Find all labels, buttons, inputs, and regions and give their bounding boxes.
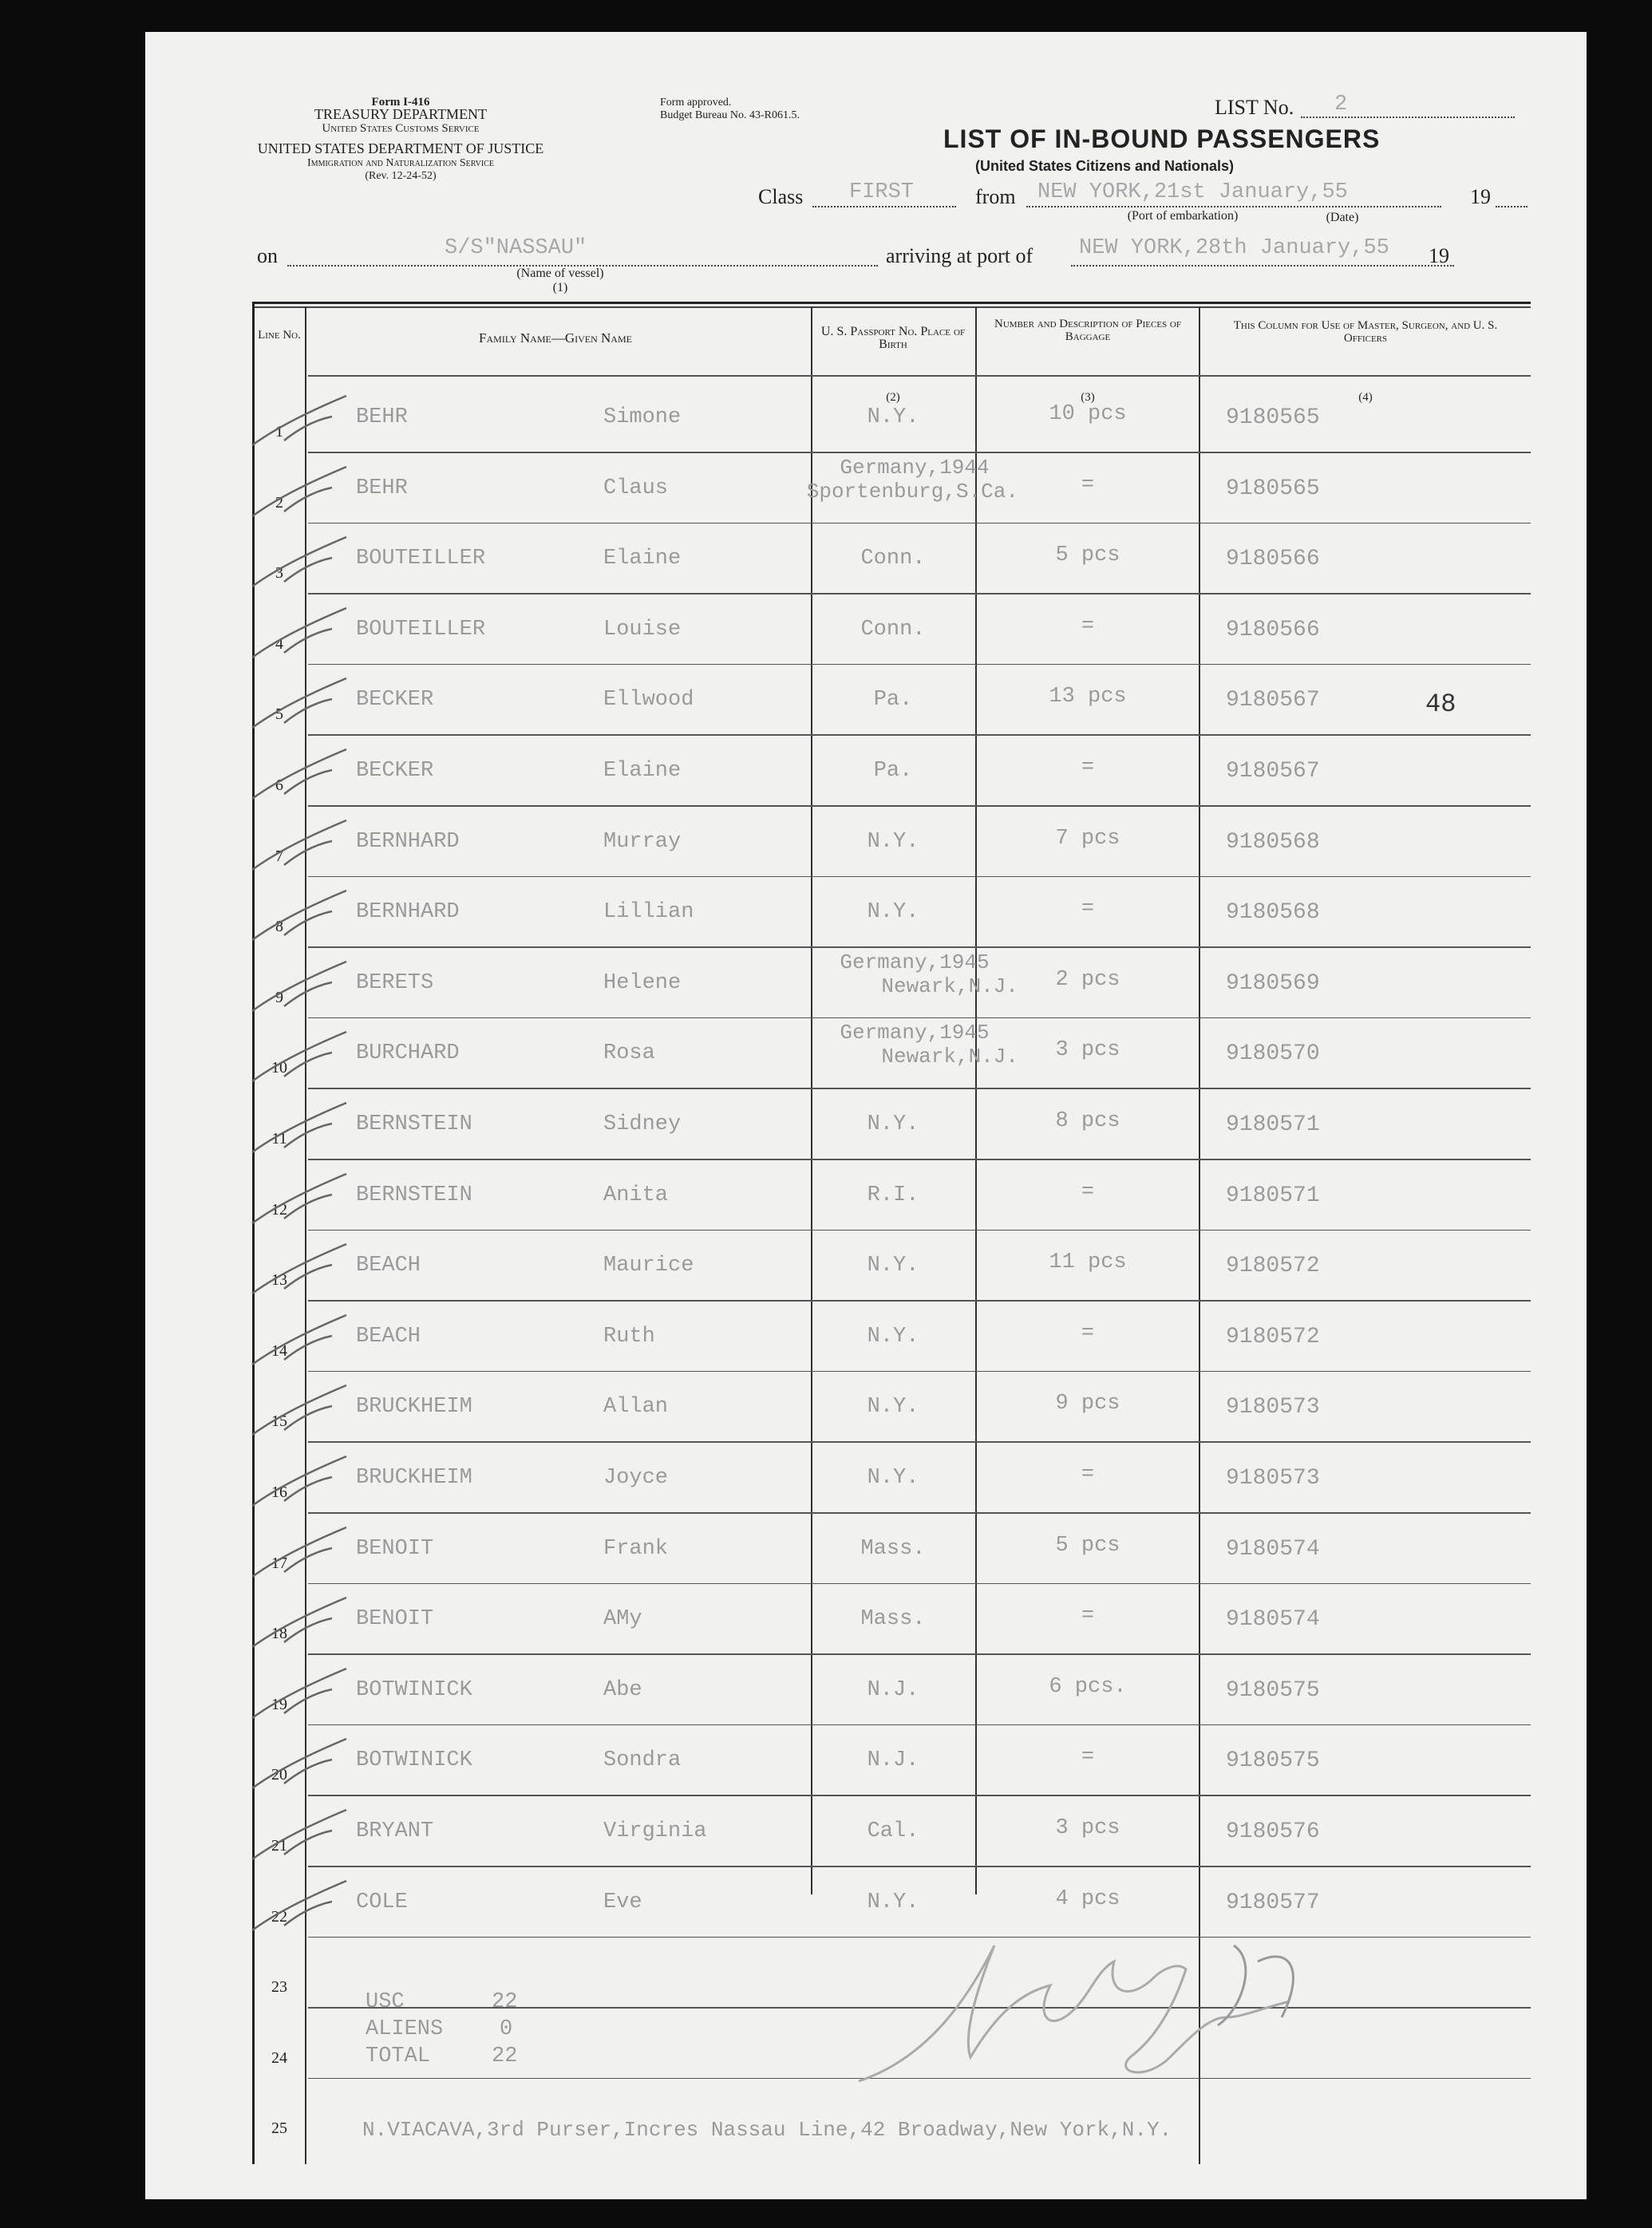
- document-title: LIST OF IN-BOUND PASSENGERS: [943, 124, 1381, 153]
- line-number: 2: [275, 493, 283, 512]
- arrival-year-prefix: 19: [1429, 244, 1449, 267]
- table-top-rule-thin: [252, 306, 1531, 308]
- header-officers-number: (4): [1358, 391, 1373, 404]
- officer-number: 9180571: [1226, 1183, 1320, 1208]
- row-rule: [308, 1724, 1531, 1726]
- line-number: 13: [271, 1271, 287, 1290]
- line-number: 6: [275, 776, 283, 794]
- row-rule: [308, 1441, 1531, 1443]
- revision-date: (Rev. 12-24-52): [365, 170, 437, 182]
- purser-info: N.VIACAVA,3rd Purser,Incres Nassau Line,42 Broadway,New York,N.Y.: [362, 2118, 1172, 2142]
- family-name: BECKER: [356, 759, 434, 783]
- check-mark: [252, 1669, 348, 1724]
- line-number: 5: [275, 705, 283, 724]
- header-baggage-number: (3): [1081, 391, 1095, 404]
- from-year-prefix: 19: [1470, 185, 1491, 208]
- check-mark: [252, 608, 348, 664]
- baggage: =: [1081, 1604, 1095, 1629]
- line-number: 21: [271, 1837, 287, 1855]
- justice-dept: UNITED STATES DEPARTMENT OF JUSTICE: [257, 140, 544, 156]
- row-rule: [308, 1017, 1531, 1019]
- header-officers: This Column for Use of Master, Surgeon, and U. S. Officers: [1233, 319, 1498, 345]
- family-name: BOTWINICK: [356, 1748, 472, 1773]
- birth-place: N.Y.: [867, 1324, 919, 1349]
- birth-place: N.Y.: [867, 1890, 919, 1914]
- officer-number: 9180574: [1226, 1536, 1320, 1562]
- baggage: 6 pcs.: [1049, 1674, 1127, 1699]
- row-rule: [308, 593, 1531, 595]
- budget-bureau: Budget Bureau No. 43-R061.5.: [660, 109, 800, 121]
- baggage: 10 pcs: [1049, 402, 1127, 426]
- check-mark: [252, 1315, 348, 1371]
- baggage: 2 pcs: [1055, 967, 1120, 992]
- line-number: 22: [271, 1907, 287, 1926]
- aliens-value: 0: [500, 2017, 513, 2041]
- given-name: Louise: [603, 617, 682, 642]
- line-number: 18: [271, 1625, 287, 1643]
- given-name: Elaine: [603, 759, 682, 783]
- check-mark: [252, 1385, 348, 1441]
- class-line: [812, 206, 956, 207]
- officer-number: 9180565: [1226, 476, 1320, 501]
- on-label: on: [257, 244, 278, 267]
- given-name: Murray: [603, 829, 682, 854]
- check-mark: [252, 820, 348, 876]
- check-mark: [252, 1598, 348, 1653]
- birth-place: Cal.: [867, 1819, 919, 1843]
- officer-number: 9180569: [1226, 970, 1320, 996]
- row-rule: [308, 1583, 1531, 1585]
- row-rule: [308, 734, 1531, 736]
- given-name: Eve: [603, 1890, 642, 1914]
- family-name: COLE: [356, 1890, 408, 1914]
- row-rule: [308, 1088, 1531, 1089]
- officer-number: 9180573: [1226, 1395, 1320, 1420]
- baggage: 13 pcs: [1049, 685, 1127, 709]
- check-mark: [252, 1739, 348, 1795]
- form-approved: Form approved.: [660, 97, 732, 109]
- total-label: TOTAL: [366, 2044, 431, 2068]
- passenger-table: [252, 302, 1531, 2164]
- arriving-label: arriving at port of: [886, 244, 1033, 267]
- officer-number: 9180566: [1226, 617, 1320, 642]
- birth-place: Germany,1944: [840, 455, 990, 480]
- family-name: BERNSTEIN: [356, 1183, 472, 1207]
- baggage: =: [1081, 614, 1095, 638]
- officer-number: 9180574: [1226, 1607, 1320, 1633]
- line-number: 20: [271, 1766, 287, 1784]
- row-rule: [308, 1653, 1531, 1655]
- family-name: BENOIT: [356, 1607, 434, 1632]
- header-baggage: Number and Description of Pieces of Baggage: [994, 318, 1181, 343]
- line-number: 3: [275, 564, 283, 583]
- line-number: 12: [271, 1200, 287, 1219]
- given-name: Joyce: [603, 1466, 669, 1490]
- vessel-caption: (Name of vessel): [516, 267, 604, 280]
- header-bottom-rule: [308, 375, 1531, 377]
- line-number: 19: [271, 1695, 287, 1713]
- class-value: FIRST: [849, 180, 915, 204]
- row-rule: [308, 805, 1531, 807]
- family-name: BRUCKHEIM: [356, 1466, 472, 1490]
- header-name: Family Name—Given Name: [479, 330, 632, 346]
- header-passport: U. S. Passport No. Place of Birth: [820, 325, 966, 351]
- check-mark: [252, 1103, 348, 1159]
- officer-number: 9180577: [1226, 1890, 1320, 1915]
- line-number: 16: [271, 1483, 287, 1501]
- officer-number: 9180576: [1226, 1819, 1320, 1844]
- line-number: 1: [275, 423, 283, 440]
- given-name: Maurice: [603, 1254, 694, 1278]
- check-mark: [252, 891, 348, 946]
- customs-service: United States Customs Service: [322, 122, 480, 135]
- officer-number: 9180572: [1226, 1324, 1320, 1349]
- row-rule: [308, 664, 1531, 666]
- row-rule: [308, 946, 1531, 948]
- line-number: 8: [275, 918, 283, 936]
- baggage: 9 pcs: [1055, 1392, 1120, 1416]
- port-embark-caption: (Port of embarkation): [1127, 209, 1239, 223]
- document-subtitle: (United States Citizens and Nationals): [975, 158, 1235, 174]
- given-name: Frank: [603, 1536, 669, 1561]
- check-mark: [252, 1810, 348, 1866]
- birth-place: Germany,1945: [840, 1021, 990, 1045]
- check-mark: [252, 1456, 348, 1512]
- family-name: BEHR: [356, 476, 408, 500]
- check-mark: [252, 749, 348, 805]
- form-number: Form I-416: [371, 96, 430, 109]
- line-number: 10: [271, 1059, 287, 1077]
- given-name: Abe: [603, 1677, 642, 1702]
- check-mark: [252, 537, 348, 593]
- from-line: [1026, 206, 1441, 207]
- baggage: 4 pcs: [1055, 1886, 1120, 1911]
- given-name: Ellwood: [603, 688, 694, 713]
- officer-number: 9180575: [1226, 1748, 1320, 1774]
- given-name: Claus: [603, 476, 669, 500]
- baggage: 5 pcs: [1055, 1533, 1120, 1558]
- family-name: BEACH: [356, 1324, 421, 1349]
- arrival-line: [1071, 265, 1454, 267]
- table-top-rule: [252, 302, 1531, 304]
- row-rule: [308, 876, 1531, 878]
- vessel-column-number: (1): [552, 281, 568, 294]
- given-name: Sondra: [603, 1748, 682, 1773]
- given-name: Elaine: [603, 547, 682, 571]
- family-name: BOUTEILLER: [356, 617, 486, 642]
- line-number: 25: [271, 2119, 287, 2138]
- birth-place: N.Y.: [867, 1466, 919, 1490]
- check-mark: [252, 467, 348, 523]
- family-name: BECKER: [356, 688, 434, 713]
- birth-place-secondary: Sportenburg,S.Ca.: [806, 479, 1018, 504]
- check-mark: [252, 1244, 348, 1300]
- check-mark: [252, 396, 348, 452]
- officer-note: 48: [1425, 689, 1456, 720]
- baggage: 3 pcs: [1055, 1038, 1120, 1063]
- col-divider-name: [811, 306, 812, 1894]
- total-value: 22: [492, 2044, 518, 2068]
- given-name: Helene: [603, 970, 682, 995]
- baggage: 5 pcs: [1055, 543, 1120, 568]
- birth-place: Pa.: [873, 759, 913, 783]
- row-rule: [308, 1300, 1531, 1302]
- list-no-value: 2: [1334, 93, 1348, 117]
- row-rule: [308, 1795, 1531, 1796]
- birth-place-secondary: Newark,N.J.: [881, 974, 1018, 998]
- line-number: 9: [275, 988, 283, 1006]
- baggage: =: [1081, 756, 1095, 780]
- family-name: BOTWINICK: [356, 1677, 472, 1702]
- row-rule: [308, 1159, 1531, 1160]
- birth-place: Germany,1945: [840, 950, 990, 974]
- officer-number: 9180566: [1226, 547, 1320, 572]
- row-rule: [308, 452, 1531, 453]
- birth-place: Mass.: [860, 1607, 926, 1632]
- usc-value: 22: [492, 1990, 518, 2014]
- given-name: AMy: [603, 1607, 642, 1632]
- birth-place: N.Y.: [867, 405, 919, 429]
- row-rule: [308, 1866, 1531, 1867]
- line-number: 17: [271, 1554, 287, 1572]
- family-name: BEHR: [356, 405, 408, 429]
- baggage: 8 pcs: [1055, 1109, 1120, 1133]
- officer-number: 9180571: [1226, 1112, 1320, 1137]
- birth-place: N.Y.: [867, 900, 919, 925]
- line-number: 7: [275, 847, 283, 865]
- vessel-value: S/S"NASSAU": [445, 236, 587, 260]
- line-number: 15: [271, 1412, 287, 1431]
- officer-number: 9180575: [1226, 1677, 1320, 1703]
- header-line-no: Line No.: [258, 329, 301, 342]
- birth-place: R.I.: [867, 1183, 919, 1207]
- birth-place-secondary: Newark,N.J.: [881, 1045, 1018, 1069]
- row-rule: [308, 1371, 1531, 1373]
- birth-place: Conn.: [860, 547, 926, 571]
- birth-place: N.J.: [867, 1748, 919, 1773]
- from-value: NEW YORK,21st January,55: [1037, 180, 1348, 204]
- baggage: =: [1081, 1321, 1095, 1345]
- baggage: 3 pcs: [1055, 1816, 1120, 1840]
- line-number: 11: [271, 1130, 287, 1148]
- row-rule: [308, 523, 1531, 524]
- given-name: Ruth: [603, 1324, 655, 1349]
- baggage: =: [1081, 897, 1095, 922]
- birth-place: N.Y.: [867, 829, 919, 854]
- birth-place: N.Y.: [867, 1112, 919, 1136]
- check-mark: [252, 678, 348, 734]
- usc-label: USC: [366, 1990, 405, 2014]
- family-name: BEACH: [356, 1254, 421, 1278]
- row-rule: [308, 1512, 1531, 1514]
- birth-place: N.Y.: [867, 1254, 919, 1278]
- list-no-label: LIST No.: [1215, 96, 1294, 119]
- given-name: Rosa: [603, 1041, 655, 1066]
- class-label: Class: [758, 185, 804, 208]
- birth-place: Mass.: [860, 1536, 926, 1561]
- line-number: 4: [275, 634, 283, 653]
- family-name: BERNHARD: [356, 900, 460, 925]
- given-name: Simone: [603, 405, 682, 429]
- row-rule: [308, 1230, 1531, 1231]
- header-passport-number: (2): [886, 391, 900, 404]
- baggage: =: [1081, 1179, 1095, 1204]
- birth-place: N.Y.: [867, 1395, 919, 1420]
- baggage: 7 pcs: [1055, 826, 1120, 851]
- officer-number: 9180570: [1226, 1041, 1320, 1067]
- family-name: BERETS: [356, 970, 434, 995]
- col-divider-baggage: [1199, 306, 1200, 2164]
- line-number: 24: [271, 2048, 287, 2067]
- check-mark: [252, 1032, 348, 1088]
- immigration-service: Immigration and Naturalization Service: [307, 157, 494, 169]
- family-name: BURCHARD: [356, 1041, 460, 1066]
- baggage: =: [1081, 472, 1095, 497]
- check-mark: [252, 1881, 348, 1937]
- form-page: [145, 32, 1587, 2199]
- date-caption: (Date): [1326, 211, 1359, 224]
- from-year-line: [1496, 206, 1528, 207]
- given-name: Sidney: [603, 1112, 682, 1136]
- officer-number: 9180565: [1226, 405, 1320, 430]
- check-mark: [252, 1527, 348, 1583]
- family-name: BOUTEILLER: [356, 547, 486, 571]
- family-name: BERNSTEIN: [356, 1112, 472, 1136]
- given-name: Virginia: [603, 1819, 707, 1843]
- officer-number: 9180572: [1226, 1254, 1320, 1279]
- given-name: Allan: [603, 1395, 669, 1420]
- baggage: 11 pcs: [1049, 1250, 1127, 1275]
- col-divider-passport: [975, 306, 977, 1894]
- given-name: Lillian: [603, 900, 694, 925]
- given-name: Anita: [603, 1183, 669, 1207]
- family-name: BERNHARD: [356, 829, 460, 854]
- treasury-dept: TREASURY DEPARTMENT: [314, 106, 488, 122]
- arrival-value: NEW YORK,28th January,55: [1079, 236, 1389, 260]
- check-mark: [252, 962, 348, 1017]
- line-number: 14: [271, 1341, 287, 1360]
- officer-number: 9180567: [1226, 759, 1320, 784]
- family-name: BENOIT: [356, 1536, 434, 1561]
- officer-number: 9180568: [1226, 900, 1320, 926]
- check-mark: [252, 1174, 348, 1230]
- birth-place: N.J.: [867, 1677, 919, 1702]
- birth-place: Conn.: [860, 617, 926, 642]
- from-label: from: [975, 185, 1016, 208]
- baggage: =: [1081, 1745, 1095, 1770]
- aliens-label: ALIENS: [366, 2017, 444, 2041]
- list-no-line: [1301, 117, 1515, 118]
- family-name: BRYANT: [356, 1819, 434, 1843]
- line-number: 23: [271, 1978, 287, 1997]
- baggage: =: [1081, 1463, 1095, 1487]
- officer-number: 9180567: [1226, 688, 1320, 713]
- officer-number: 9180573: [1226, 1466, 1320, 1491]
- birth-place: Pa.: [873, 688, 913, 713]
- master-signature: [811, 1898, 1369, 2105]
- officer-number: 9180568: [1226, 829, 1320, 855]
- family-name: BRUCKHEIM: [356, 1395, 472, 1420]
